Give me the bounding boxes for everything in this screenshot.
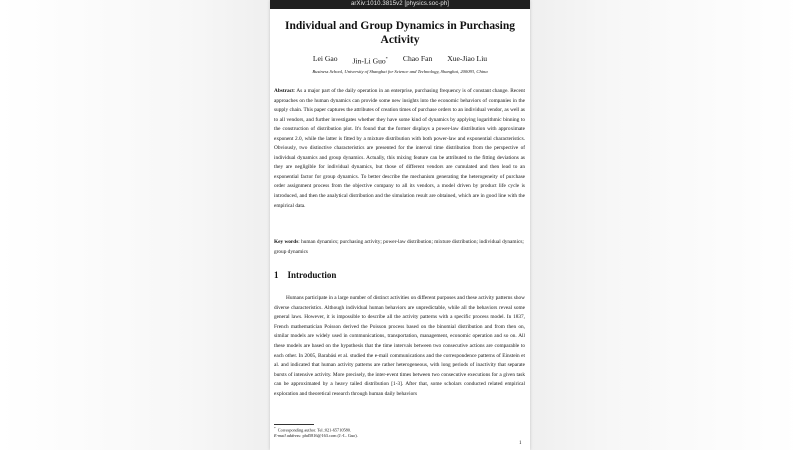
keywords-label: Key words [274, 239, 299, 245]
arxiv-id-label: arXiv:1010.3815v2 [physics.soc-ph] [350, 1, 450, 7]
section-title: Introduction [287, 270, 337, 280]
footnote-corresponding: * Corresponding author. Tel.:021-65710580. [274, 426, 352, 433]
viewer-margin-right [530, 0, 800, 450]
footnote-email-label: E-mail address: [274, 432, 302, 438]
keywords-text: : human dynamics; purchasing activity; power-law distribution; mixture distribution; individual dynamics; group dynamics [274, 239, 524, 255]
abstract-paragraph [274, 87, 525, 211]
author-name: Lei Gao [312, 54, 338, 63]
author-name: Chao Fan [402, 54, 433, 63]
footnote [274, 426, 504, 438]
arxiv-header-bar [270, 0, 530, 9]
footnote-mark: * [274, 426, 276, 430]
pdf-page [270, 0, 530, 450]
author-affiliation: Business School, University of Shanghai for Science and Technology, Shanghai, 200093, China [312, 69, 488, 74]
footnote-email-address: phd5816@163.com (J.-L. Guo). [301, 432, 358, 438]
section-number: 1 [274, 270, 279, 280]
abstract-label: Abstract [274, 88, 294, 94]
corresponding-author-mark: * [385, 56, 388, 61]
paper-title: Individual and Group Dynamics in Purchasing Activity [285, 20, 515, 46]
footnote-email [274, 433, 504, 439]
keywords-paragraph [274, 238, 525, 257]
author-name: Xue-Jiao Liu [447, 54, 488, 63]
author-name: Jin-Li Guo* [352, 56, 388, 66]
section-heading [274, 269, 336, 281]
footnote-divider [274, 424, 314, 425]
author-list [270, 54, 530, 67]
introduction-paragraph: Humans participate in a large number of distinct activities on different purposes and these activity patterns show diverse characteristics. Although individual human behaviors are unpredictable, while all the behaviors reveal some general laws. However, it is impossible to describe all the activity patterns with a specific process model. In 1837, French mathematician Poisson derived the Poisson process based on the binomial distribution and from then on, similar models are widely used in communications, transportation, management, economic operation and so on. All these models are based on the hypothesis that the time intervals between two consecutive actions are comparable to each other. In 2005, Barabási et al. studied the e-mail communications and the correspondence patterns of Einstein et al. and indicated that human activity patterns are rather heterogeneous, with long periods of inactivity that separate bursts of intensive activity. More precisely, the inter-event times between two consecutive executions for a given task can be approximated by a heavy tailed distribution [1-3]. After that, some scholars conducted related empirical exploration and theoretical research through human daily behaviors [274, 295, 525, 397]
viewer-margin-left [0, 0, 270, 450]
abstract-text: : As a major part of the daily operation in an enterprise, purchasing frequency is of constant change. Recent approaches on the human dynamics can provide some new insights into the economic behaviors of companies in the supply chain. This paper captures the attributes of creation times of purchase orders to an individual vendor, as well as to all vendors, and further investigates whether they have some kind of dynamics by applying logarithmic binning to the construction of distribution plot. It's found that the former displays a power-law distribution with approximate exponent 2.0, while the latter is fitted by a mixture distribution with both power-law and exponential characteristics. Obviously, two distinctive characteristics are presented for the interval time distribution from the perspective of individual dynamics and group dynamics. Actually, this mixing feature can be attributed to the fitting deviations as they are negligible for individual dynamics, but those of different vendors are cumulated and then lead to an exponential factor for group dynamics. To better describe the mechanism generating the heterogeneity of purchase order assignment process from the objective company to all its vendors, a model driven by product life cycle is introduced, and then the analytical distribution and the simulation result are obtained, which are in good line with the empirical data. [274, 88, 525, 209]
page-number: 1 [519, 441, 522, 446]
